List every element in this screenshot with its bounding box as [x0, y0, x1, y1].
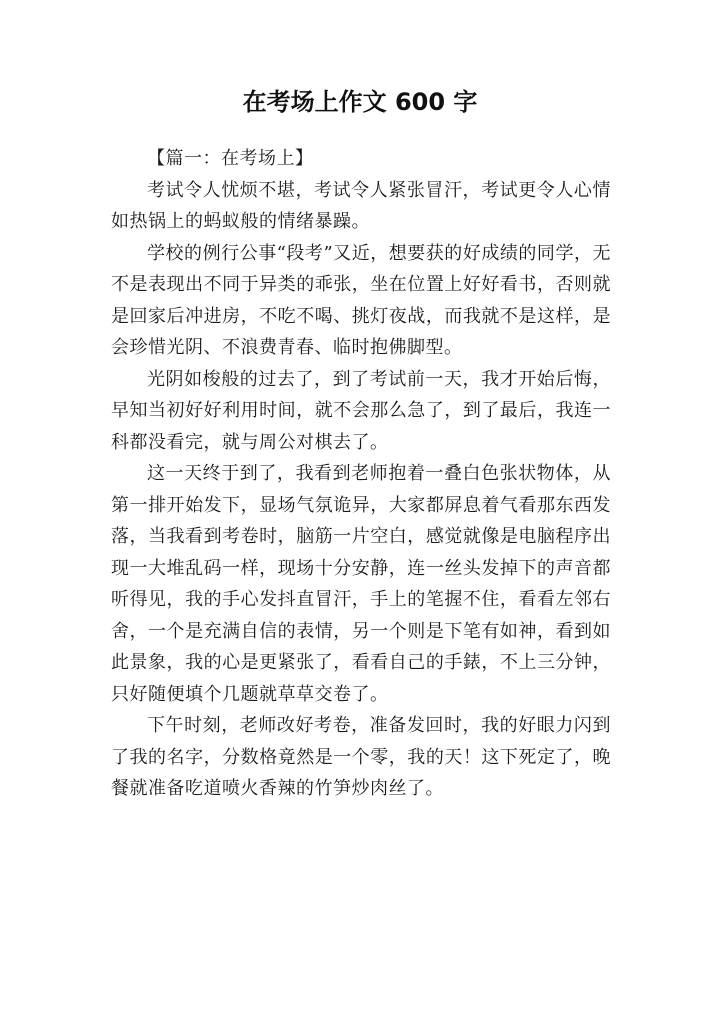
paragraph: 考试令人忧烦不堪，考试令人紧张冒汗，考试更令人心情如热锅上的蚂蚁般的情绪暴躁。 [111, 179, 611, 232]
document-title: 在考场上作文 600 字 [242, 88, 478, 116]
document-body [111, 143, 611, 805]
paragraph: 学校的例行公事“段考”又近，想要获的好成绩的同学，无不是表现出不同于异类的乖张，坐在位置上好好看书，否则就是回家后冲进房，不吃不喝、挑灯夜战，而我就不是这样，是会珍惜光阴、不浪费青春、临时抱佛脚型。 [111, 242, 611, 358]
paragraph: 光阴如梭般的过去了，到了考试前一天，我才开始后悔，早知当初好好利用时间，就不会那么急了，到了最后，我连一科都没看完，就与周公对棋去了。 [111, 368, 611, 453]
paragraph: 这一天终于到了，我看到老师抱着一叠白色张状物体，从第一排开始发下，显场气氛诡异，大家都屏息着气看那东西发落，当我看到考卷时，脑筋一片空白，感觉就像是电脑程序出现一大堆乱码一样，现场十分安静，连一丝头发掉下的声音都听得见，我的手心发抖直冒汗，手上的笔握不住，看看左邻右舍，一个是充满自信的表情，另一个则是下笔有如神，看到如此景象，我的心是更紧张了，看看自己的手錶，不上三分钟，只好随便填个几题就草草交卷了。 [111, 463, 611, 705]
section-heading: 【篇一：在考场上】 [147, 148, 314, 169]
paragraph: 下午时刻，老师改好考卷，准备发回时，我的好眼力闪到了我的名字，分数格竟然是一个零，我的天！这下死定了，晚餐就准备吃道喷火香辣的竹笋炒肉丝了。 [111, 715, 611, 799]
